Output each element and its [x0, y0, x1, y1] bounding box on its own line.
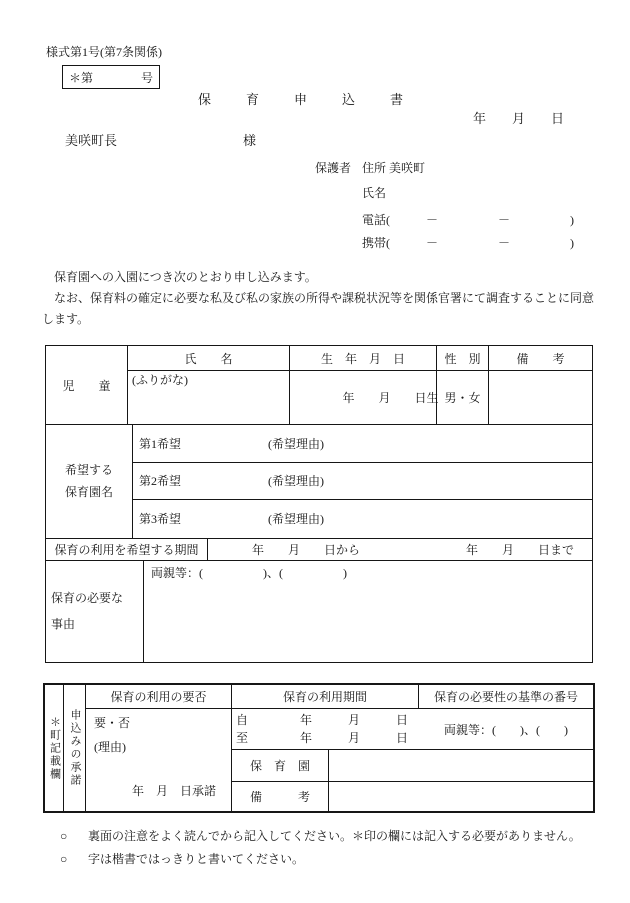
addressee-mayor: 美咲町長	[65, 133, 118, 148]
child-birthdate-cell: 年 月 日生	[290, 371, 437, 425]
nursery-label-cell: 保 育 園	[232, 750, 329, 782]
note-2-bullet-icon: ○	[60, 852, 68, 866]
office-use-table	[43, 683, 595, 813]
wish-3-reason-label: (希望理由)	[268, 512, 324, 526]
guardian-name-label: 氏名	[362, 186, 387, 200]
date-line: 年 月 日	[473, 111, 565, 126]
wish-2-label: 第2希望	[139, 474, 182, 488]
header-note: 備 考	[489, 346, 592, 371]
wish-row-2	[133, 463, 592, 500]
yesno-value: 要・否	[94, 716, 131, 730]
addressee-honorific: 様	[243, 133, 257, 148]
form-title: 保 育 申 込 書	[198, 92, 415, 107]
period-from: 年 月 日から	[252, 543, 361, 557]
period-to: 年 月 日まで	[466, 543, 575, 557]
need-reason-value-cell	[144, 561, 592, 662]
wish-1-reason-label: (希望理由)	[268, 437, 324, 451]
wish-2-reason-label: (希望理由)	[268, 474, 324, 488]
number-box-prefix: ＊第	[69, 70, 94, 85]
guardian-address-line: 住所 美咲町	[362, 161, 426, 175]
note-value-cell	[329, 782, 593, 811]
header-name: 氏 名	[128, 346, 290, 371]
intro-line-1: 保育園への入園につき次のとおり申し込みます。	[42, 270, 317, 284]
child-sex-cell: 男・女	[437, 371, 489, 425]
header-use-period: 保育の利用期間	[232, 685, 419, 709]
guardian-phone-line: 電話( － － )	[362, 213, 574, 227]
header-sex: 性 別	[437, 346, 489, 371]
note-1-bullet-icon: ○	[60, 829, 68, 843]
town-entry-column	[45, 685, 64, 811]
child-note-cell	[489, 371, 592, 425]
need-label-line1: 保育の必要な	[51, 591, 124, 606]
use-period-body-cell	[232, 709, 419, 750]
town-entry-vertical-label: ＊町記載欄	[48, 715, 61, 781]
note-2-text: 字は楷書ではっきりと書いてください。	[88, 852, 305, 866]
number-box-suffix: 号	[140, 70, 153, 85]
criteria-value-cell: 両親等：( )、( )	[419, 709, 593, 750]
note-label-cell: 備 考	[232, 782, 329, 811]
approval-date-line: 年 月 日承諾	[132, 784, 217, 799]
need-label-line2: 事由	[51, 616, 76, 631]
wish-label-line1: 希望する	[64, 462, 113, 477]
wish-3-label: 第3希望	[139, 512, 182, 526]
header-criteria-number: 保育の必要性の基準の番号	[419, 685, 593, 709]
period-label-cell: 保育の利用を希望する期間	[46, 539, 208, 561]
intro-line-3: します。	[42, 312, 90, 326]
application-number-box	[62, 65, 160, 89]
child-application-table	[45, 345, 593, 663]
guardian-role-label: 保護者	[315, 161, 352, 175]
header-use-yesno: 保育の利用の要否	[86, 685, 232, 709]
note-1-text: 裏面の注意をよく読んでから記入してください。＊印の欄には記入する必要がありません。	[88, 829, 581, 843]
period-to-label: 至	[236, 731, 249, 745]
furigana-label: (ふりがな)	[132, 373, 188, 387]
guardian-mobile-line: 携帯( － － )	[362, 236, 574, 250]
need-parents-line: 両親等：( )、( )	[151, 566, 347, 580]
child-section-label: 児 童	[46, 346, 128, 425]
consent-vertical-label: 申込みの承諾	[69, 709, 81, 787]
yesno-body-cell	[86, 709, 232, 811]
yesno-reason-label: (理由)	[94, 740, 126, 754]
wish-row-3	[133, 500, 592, 539]
wish-section-label	[46, 425, 133, 539]
nursery-value-cell	[329, 750, 593, 782]
period-to-date: 年 月 日	[300, 731, 409, 745]
wish-row-1	[133, 425, 592, 463]
child-name-cell	[128, 371, 290, 425]
period-value-cell	[208, 539, 592, 561]
period-from-date: 年 月 日	[300, 713, 409, 727]
header-birthdate: 生 年 月 日	[290, 346, 437, 371]
form-style-label: 様式第1号(第7条関係)	[46, 45, 162, 59]
intro-line-2: なお、保育料の確定に必要な私及び私の家族の所得や課税状況等を関係官署にて調査することに同意	[42, 291, 595, 305]
wish-1-label: 第1希望	[139, 437, 182, 451]
period-from-label: 自	[236, 713, 249, 727]
wish-label-line2: 保育園名	[64, 484, 113, 499]
need-reason-label-cell	[46, 561, 144, 662]
consent-column	[64, 685, 86, 811]
